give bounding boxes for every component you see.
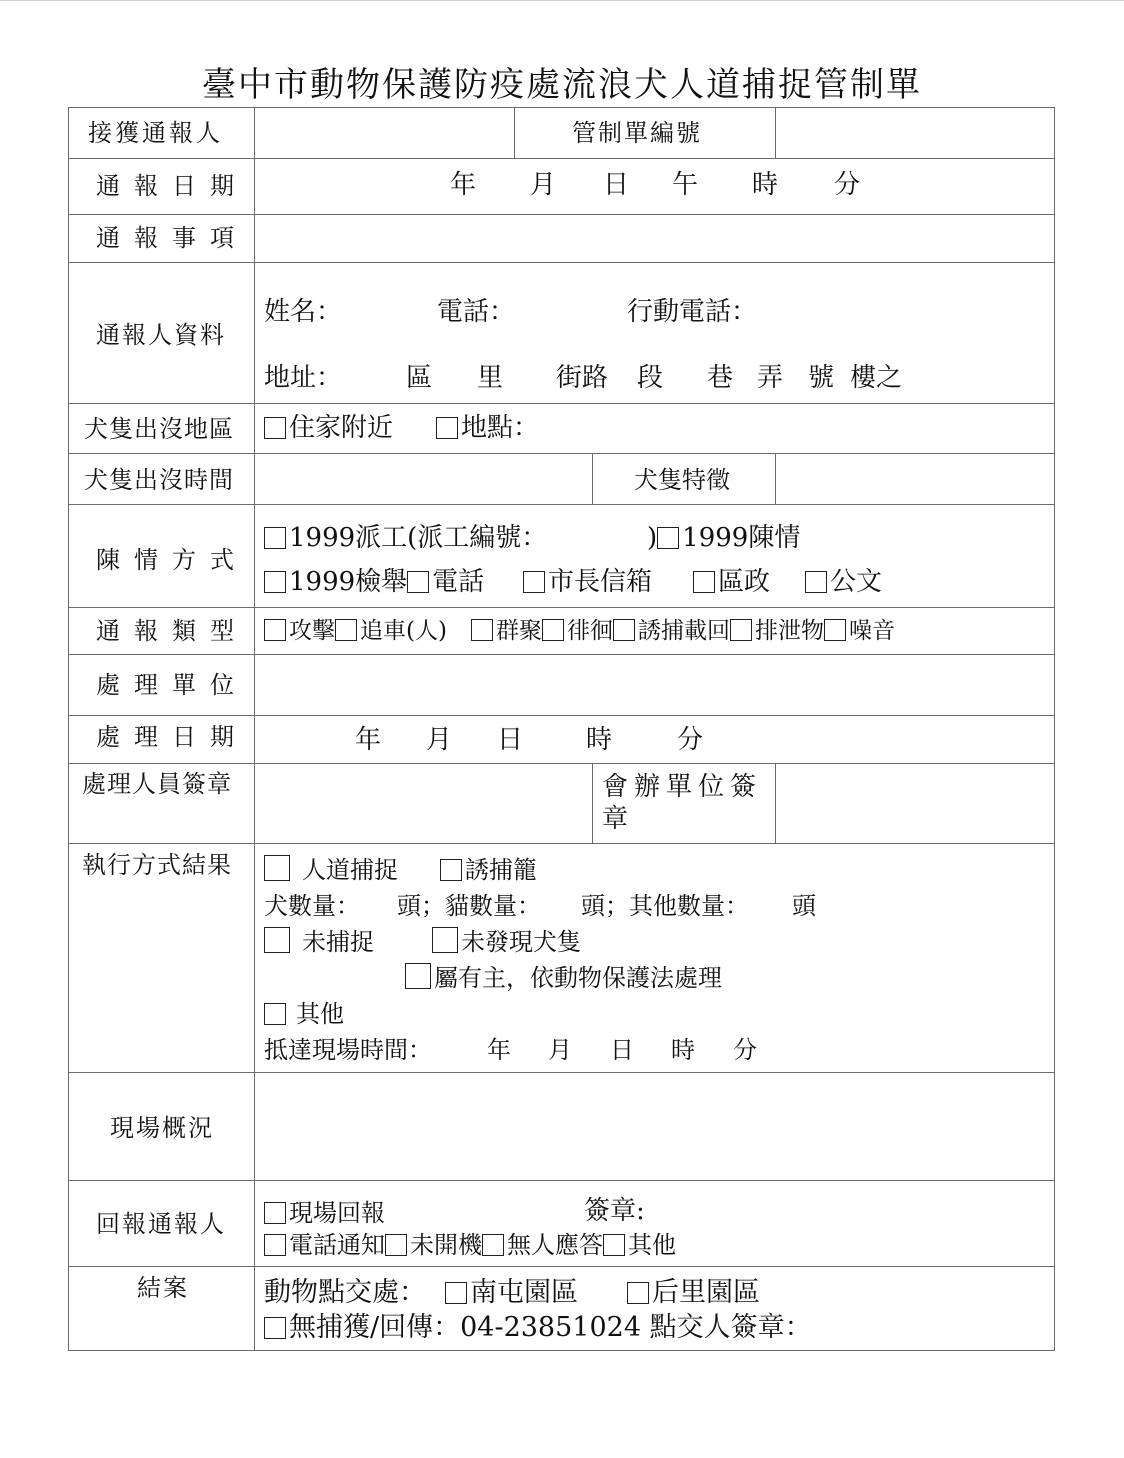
address-village: 里 [477, 363, 504, 393]
checkbox-icon[interactable] [405, 963, 431, 989]
type-pack: 群聚 [496, 618, 542, 644]
checkbox-icon[interactable] [603, 1234, 625, 1256]
petition-1999: 1999陳情 [682, 523, 801, 553]
petition-district[interactable]: 區政 [693, 567, 770, 597]
checkbox-icon[interactable] [440, 859, 462, 881]
report-date-hour: 時 [752, 170, 779, 200]
type-waste: 排泄物 [755, 618, 824, 644]
type-trap: 誘捕載回 [638, 618, 730, 644]
time-label: 犬隻出沒時間 [84, 466, 234, 494]
not-found-option[interactable]: 未發現犬隻 [432, 927, 581, 957]
reply-options [264, 1230, 676, 1260]
count-cat-label: 頭；貓數量： [397, 892, 541, 920]
checkbox-icon[interactable] [264, 619, 286, 641]
type-attack: 攻擊 [289, 618, 335, 644]
checkbox-icon[interactable] [805, 571, 827, 593]
area-label: 犬隻出沒地區 [84, 415, 234, 443]
address-section: 段 [637, 363, 664, 393]
type-options [264, 616, 447, 646]
arrival-minute: 分 [733, 1036, 757, 1064]
reply-off: 未開機 [410, 1231, 482, 1259]
feature-label: 犬隻特徵 [634, 466, 730, 494]
petition-line-1 [264, 523, 547, 553]
report-date-ampm: 午 [672, 170, 699, 200]
exec-capture-option[interactable]: 人道捕捉 [264, 855, 398, 885]
petition-paren: ) [647, 523, 658, 553]
exec-trap-option[interactable]: 誘捕籠 [440, 855, 537, 885]
checkbox-icon[interactable] [264, 927, 290, 953]
petition-report: 1999檢舉 [289, 567, 408, 597]
reply-label: 回報通報人 [96, 1210, 226, 1238]
handle-date-label: 處理日期 [96, 723, 248, 751]
arrival-month: 月 [548, 1036, 572, 1064]
checkbox-icon[interactable] [335, 619, 357, 641]
checkbox-icon[interactable] [824, 619, 846, 641]
area-location-option[interactable]: 地點： [436, 413, 539, 443]
petition-label: 陳情方式 [96, 546, 248, 574]
checkbox-icon[interactable] [657, 527, 679, 549]
checkbox-icon[interactable] [542, 619, 564, 641]
reply-sign-label: 簽章: [584, 1196, 645, 1226]
no-capture-option[interactable]: 無捕獲/回傳：04-23851024 點交人簽章： [264, 1313, 812, 1343]
checkbox-icon[interactable] [730, 619, 752, 641]
checkbox-icon[interactable] [432, 927, 458, 953]
reply-onsite-option[interactable]: 現場回報 [264, 1198, 385, 1228]
report-date-year: 年 [450, 170, 477, 200]
address-number: 號 [808, 363, 835, 393]
reporter-name-label: 姓名： [264, 297, 343, 327]
petition-mayor[interactable]: 市長信箱 [523, 567, 652, 597]
staff-sign-label: 處理人員簽章 [82, 770, 232, 798]
handover-label: 動物點交處： [264, 1277, 426, 1308]
address-alley: 弄 [757, 363, 784, 393]
arrival-day: 日 [610, 1036, 634, 1064]
checkbox-icon[interactable] [264, 527, 286, 549]
checkbox-icon[interactable] [264, 1202, 286, 1224]
form-title: 臺中市動物保護防疫處流浪犬人道捕捉管制單 [202, 65, 922, 105]
checkbox-icon[interactable] [264, 417, 286, 439]
checkbox-icon[interactable] [264, 1234, 286, 1256]
handle-date-month: 月 [426, 725, 453, 755]
unit-label: 處理單位 [96, 671, 248, 699]
arrival-year: 年 [487, 1036, 511, 1064]
report-date-label: 通報日期 [96, 172, 248, 200]
receiver-label: 接獲通報人 [88, 119, 223, 147]
exec-label: 執行方式結果 [82, 851, 232, 879]
type-options-2 [471, 616, 895, 646]
checkbox-icon[interactable] [264, 855, 290, 881]
checkbox-icon[interactable] [693, 571, 715, 593]
area-home-option[interactable]: 住家附近 [264, 413, 393, 443]
other-option[interactable]: 其他 [264, 999, 344, 1029]
handle-date-year: 年 [355, 725, 382, 755]
checkbox-icon[interactable] [264, 1317, 286, 1339]
handle-date-hour: 時 [586, 725, 613, 755]
form-number-label: 管制單編號 [572, 119, 702, 147]
reporter-address-label: 地址： [264, 363, 343, 393]
report-matter-label: 通報事項 [96, 224, 248, 252]
petition-document[interactable]: 公文 [805, 567, 882, 597]
checkbox-icon[interactable] [523, 571, 545, 593]
report-date-day: 日 [603, 170, 630, 200]
reply-phone: 電話通知 [289, 1231, 385, 1259]
reporter-mobile-label: 行動電話： [627, 297, 758, 327]
reply-other: 其他 [628, 1231, 676, 1259]
top-border [0, 0, 1124, 1]
handover-houli-option[interactable]: 后里園區 [627, 1278, 760, 1308]
co-unit-label: 會辦單位簽章 [602, 772, 763, 834]
checkbox-icon[interactable] [407, 571, 429, 593]
arrival-label: 抵達現場時間： [264, 1036, 432, 1064]
petition-dispatch: 1999派工(派工編號： [289, 523, 548, 553]
not-caught-option[interactable]: 未捕捉 [264, 927, 374, 957]
petition-line-2 [264, 567, 484, 597]
handover-nantun-option[interactable]: 南屯園區 [445, 1278, 578, 1308]
checkbox-icon[interactable] [385, 1234, 407, 1256]
checkbox-icon[interactable] [471, 619, 493, 641]
checkbox-icon[interactable] [482, 1234, 504, 1256]
close-label: 結案 [137, 1274, 189, 1302]
checkbox-icon[interactable] [445, 1282, 467, 1304]
type-label: 通報類型 [96, 617, 248, 645]
type-chase: 追車(人) [360, 618, 447, 644]
type-noise: 噪音 [849, 618, 895, 644]
report-date-minute: 分 [834, 170, 861, 200]
address-road: 街路 [556, 363, 609, 393]
scene-label: 現場概況 [110, 1114, 214, 1142]
count-dog-label: 犬數量： [264, 892, 360, 920]
address-floor: 樓之 [850, 363, 903, 393]
address-district: 區 [406, 363, 433, 393]
reporter-phone-label: 電話： [437, 297, 516, 327]
petition-phone: 電話 [432, 567, 485, 597]
owned-option[interactable]: 屬有主，依動物保護法處理 [405, 963, 722, 993]
reply-no-answer: 無人應答 [507, 1231, 603, 1259]
address-lane: 巷 [707, 363, 734, 393]
checkbox-icon[interactable] [264, 1003, 286, 1025]
handle-date-minute: 分 [677, 725, 704, 755]
handle-date-day: 日 [497, 725, 524, 755]
checkbox-icon[interactable] [627, 1282, 649, 1304]
checkbox-icon[interactable] [613, 619, 635, 641]
reporter-info-label: 通報人資料 [96, 321, 226, 349]
petition-line-1b [647, 523, 800, 553]
type-wander: 徘徊 [567, 618, 613, 644]
report-date-month: 月 [530, 170, 557, 200]
count-other-unit: 頭 [792, 892, 816, 920]
arrival-hour: 時 [671, 1036, 695, 1064]
checkbox-icon[interactable] [264, 571, 286, 593]
checkbox-icon[interactable] [436, 417, 458, 439]
count-other-label: 頭；其他數量： [581, 892, 749, 920]
